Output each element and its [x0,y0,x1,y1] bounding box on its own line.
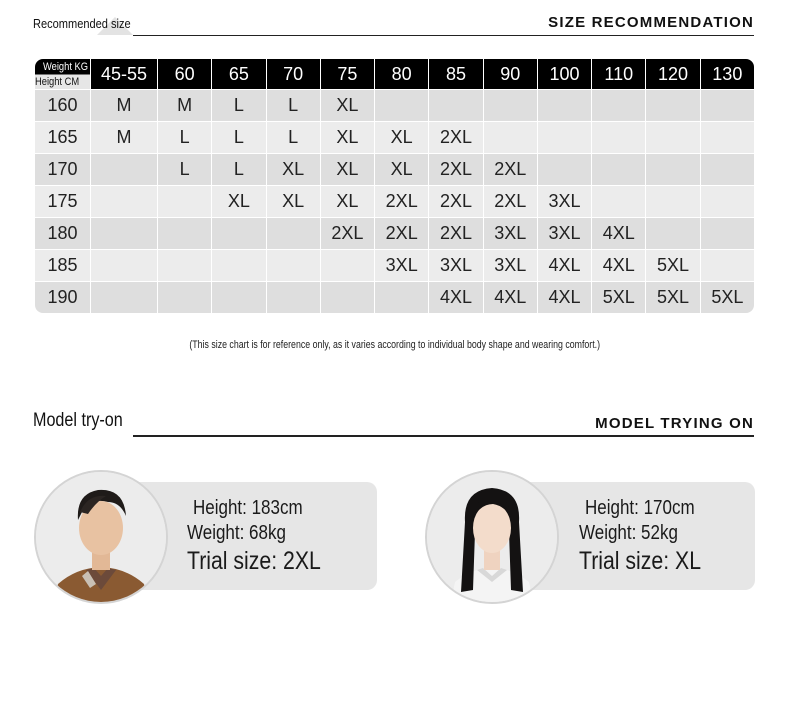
size-cell [592,154,645,185]
height-cell: 185 [35,250,90,281]
model-trying-on-title: MODEL TRYING ON [595,415,754,432]
size-cell [484,122,537,153]
size-cell: 4XL [429,282,482,313]
size-cell [592,186,645,217]
size-cell: 3XL [484,250,537,281]
size-cell [484,90,537,121]
size-cell [646,186,699,217]
size-cell: L [212,90,265,121]
size-cell [375,90,428,121]
size-cell: 2XL [429,122,482,153]
size-cell: L [158,154,211,185]
model-section-header [33,406,754,432]
table-corner-cell [35,59,90,89]
size-recommendation-title: SIZE RECOMMENDATION [548,14,754,31]
size-cell: 2XL [321,218,374,249]
weight-header-row [35,59,754,89]
height-cell: 175 [35,186,90,217]
size-cell [538,90,591,121]
size-cell [701,122,754,153]
size-cell: 3XL [375,250,428,281]
female-model-weight: Weight: 52kg [579,522,678,544]
weight-header-cell: 130 [701,59,754,89]
size-cell: L [158,122,211,153]
size-cell [701,250,754,281]
table-row [35,218,754,249]
recommended-size-title: Recommended size [33,16,131,31]
height-cell: 165 [35,122,90,153]
size-cell [91,282,157,313]
height-cell: 180 [35,218,90,249]
male-model-height: Height: 183cm [193,497,303,519]
size-cell: XL [321,154,374,185]
size-cell: 4XL [592,250,645,281]
size-cell: XL [321,122,374,153]
female-model-trial-size: Trial size: XL [579,547,702,575]
size-cell: XL [375,122,428,153]
weight-header-cell: 110 [592,59,645,89]
size-cell: 2XL [429,218,482,249]
size-cell: 4XL [484,282,537,313]
size-cell: 4XL [538,250,591,281]
size-section-header [33,9,754,31]
weight-header-cell: 90 [484,59,537,89]
model-try-on-title: Model try-on [33,410,123,431]
table-row [35,282,754,313]
size-cell: M [158,90,211,121]
size-cell [91,154,157,185]
table-row [35,122,754,153]
size-cell: 5XL [592,282,645,313]
size-cell: XL [321,186,374,217]
size-chart-table [34,58,755,314]
weight-header-cell: 100 [538,59,591,89]
height-cell: 170 [35,154,90,185]
size-cell: 2XL [429,154,482,185]
table-row [35,154,754,185]
weight-header-cell: 60 [158,59,211,89]
size-cell [212,250,265,281]
size-cell [158,218,211,249]
header-divider [133,35,754,36]
size-cell [91,218,157,249]
size-cell [701,154,754,185]
size-cell: 5XL [646,282,699,313]
size-cell: 3XL [538,186,591,217]
size-cell: 2XL [484,154,537,185]
size-cell: 3XL [484,218,537,249]
male-model-weight: Weight: 68kg [187,522,286,544]
size-cell [538,122,591,153]
size-cell [701,186,754,217]
size-cell [701,90,754,121]
size-cell: XL [212,186,265,217]
size-cell [91,250,157,281]
weight-header-cell: 75 [321,59,374,89]
size-cell [321,250,374,281]
size-cell [158,250,211,281]
size-cell: 4XL [538,282,591,313]
size-cell: 2XL [484,186,537,217]
size-cell [646,122,699,153]
weight-axis-label: Weight KG [43,61,89,73]
size-cell [321,282,374,313]
size-cell [646,218,699,249]
size-cell [158,186,211,217]
size-cell: 4XL [592,218,645,249]
weight-header-cell: 70 [267,59,320,89]
table-row [35,90,754,121]
size-cell [267,250,320,281]
size-chart-disclaimer: (This size chart is for reference only, as it varies according to individual body shape and wearing comfort.) [189,339,601,351]
size-cell: L [267,90,320,121]
size-cell [592,122,645,153]
height-cell: 160 [35,90,90,121]
size-cell [646,154,699,185]
weight-header-cell: 120 [646,59,699,89]
size-cell [212,282,265,313]
female-model-height: Height: 170cm [585,497,695,519]
size-cell: L [212,122,265,153]
size-cell [375,282,428,313]
height-cell: 190 [35,282,90,313]
size-cell: XL [267,154,320,185]
size-cell [158,282,211,313]
male-model-trial-size: Trial size: 2XL [187,547,321,575]
size-cell [91,186,157,217]
size-cell [429,90,482,121]
height-axis-label: Height CM [35,76,80,88]
size-cell: L [212,154,265,185]
male-model-info [187,497,344,576]
size-cell: 2XL [375,186,428,217]
size-cell: 2XL [429,186,482,217]
size-cell [701,218,754,249]
size-cell: 5XL [701,282,754,313]
weight-header-cell: 65 [212,59,265,89]
size-cell [267,218,320,249]
female-model-photo [425,470,559,604]
table-row [35,250,754,281]
size-cell: 3XL [538,218,591,249]
size-cell: XL [321,90,374,121]
weight-header-cell: 85 [429,59,482,89]
size-cell [267,282,320,313]
male-model-photo [34,470,168,604]
size-cell [646,90,699,121]
weight-header-cell: 80 [375,59,428,89]
size-cell [538,154,591,185]
size-cell: 2XL [375,218,428,249]
size-cell: L [267,122,320,153]
female-model-info [579,497,723,576]
model-header-divider [133,435,754,437]
size-cell: 5XL [646,250,699,281]
size-cell: M [91,90,157,121]
size-cell: 3XL [429,250,482,281]
size-cell [592,90,645,121]
weight-header-cell: 45-55 [91,59,157,89]
table-row [35,186,754,217]
size-cell [212,218,265,249]
size-cell: M [91,122,157,153]
size-cell: XL [375,154,428,185]
size-cell: XL [267,186,320,217]
